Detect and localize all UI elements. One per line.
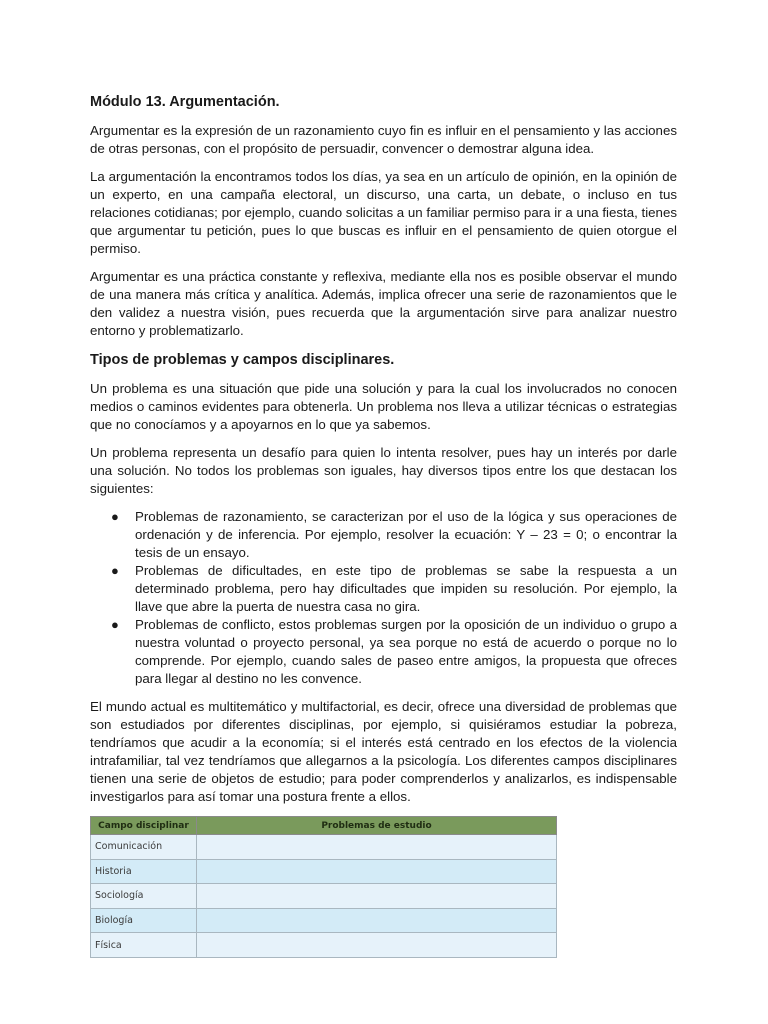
list-item — [111, 508, 677, 562]
table-header-problemas: Problemas de estudio — [197, 817, 557, 835]
table-row — [91, 835, 557, 860]
bullet-icon: ● — [111, 509, 119, 524]
table-cell-problemas[interactable] — [197, 835, 557, 860]
bullet-icon: ● — [111, 617, 119, 632]
intro-paragraph-2: La argumentación la encontramos todos los días, ya sea en un artículo de opinión, en la opinión de un experto, en una campaña electoral, un discurso, una carta, un debate, o incluso en tus relaciones cotidianas; por ejemplo, cuando solicitas a un familiar permiso para ir a una fiesta, tienes que argumentar tu petición, pues lo que buscas es influir en el pensamiento de quien otorgue el permiso. — [90, 169, 677, 256]
bullet-icon: ● — [111, 563, 119, 578]
list-item-text: Problemas de conflicto, estos problemas surgen por la oposición de un individuo o grupo a nuestra voluntad o proyecto personal, ya sea porque no está de acuerdo o porque no lo comprende. Por ejemplo, cuando sales de paseo entre amigos, la propuesta que ofreces para llegar al destino no les convence. — [135, 617, 677, 686]
table-cell-problemas[interactable] — [197, 933, 557, 958]
page-title: Módulo 13. Argumentación. — [90, 94, 280, 110]
table-cell-problemas[interactable] — [197, 859, 557, 884]
table-cell-problemas[interactable] — [197, 908, 557, 933]
problem-types-list — [90, 508, 677, 688]
table-header-row — [91, 817, 557, 835]
table-cell-campo: Comunicación — [91, 835, 197, 860]
table-cell-campo: Sociología — [91, 884, 197, 909]
intro-paragraph-3: Argumentar es una práctica constante y reflexiva, mediante ella nos es posible observar el mundo de una manera más crítica y analítica. Además, implica ofrecer una serie de razonamientos que le den validez a nuestra visión, pues recuerda que la argumentación sirve para analizar nuestro entorno y problematizarlo. — [90, 269, 677, 338]
disciplines-table — [90, 816, 557, 958]
table-cell-campo: Biología — [91, 908, 197, 933]
list-item — [111, 616, 677, 688]
section-paragraph-2: Un problema representa un desafío para quien lo intenta resolver, pues hay un interés por darle una solución. No todos los problemas son iguales, hay diversos tipos entre los que destacan los siguientes: — [90, 445, 677, 496]
table-row — [91, 859, 557, 884]
intro-paragraph-1: Argumentar es la expresión de un razonamiento cuyo fin es influir en el pensamiento y las acciones de otras personas, con el propósito de persuadir, convencer o demostrar alguna idea. — [90, 123, 677, 156]
table-cell-problemas[interactable] — [197, 884, 557, 909]
list-item-text: Problemas de razonamiento, se caracterizan por el uso de la lógica y sus operaciones de ordenación y de inferencia. Por ejemplo, resolver la ecuación: Y – 23 = 0; o encontrar la tesis de un ensayo. — [135, 509, 677, 560]
closing-paragraph: El mundo actual es multitemático y multifactorial, es decir, ofrece una diversidad de problemas que son estudiados por diferentes disciplinas, por ejemplo, si quisiéramos estudiar la pobreza, tendríamos que acudir a la economía; si el interés está centrado en los efectos de la violencia intrafamiliar, tal vez tendríamos que allegarnos a la psicología. Los diferentes campos disciplinares tienen una serie de objetos de estudio; para poder comprenderlos y analizarlos, es indispensable investigarlos para así tomar una postura frente a ellos. — [90, 699, 677, 804]
disciplines-table-wrapper — [90, 816, 557, 958]
section-paragraph-1: Un problema es una situación que pide una solución y para la cual los involucrados no conocen medios o caminos evidentes para obtenerla. Un problema nos lleva a utilizar técnicas o estrategias que no conocíamos y a apoyarnos en lo que ya sabemos. — [90, 381, 677, 432]
table-row — [91, 884, 557, 909]
table-cell-campo: Historia — [91, 859, 197, 884]
list-item — [111, 562, 677, 616]
document-page — [90, 92, 677, 958]
list-item-text: Problemas de dificultades, en este tipo de problemas se sabe la respuesta a un determinado problema, pero hay dificultades que impiden su resolución. Por ejemplo, la llave que abre la puerta de nuestra casa no gira. — [135, 563, 677, 614]
table-row — [91, 908, 557, 933]
table-cell-campo: Física — [91, 933, 197, 958]
section-heading: Tipos de problemas y campos disciplinares. — [90, 352, 395, 368]
table-header-campo: Campo disciplinar — [91, 817, 197, 835]
table-row — [91, 933, 557, 958]
